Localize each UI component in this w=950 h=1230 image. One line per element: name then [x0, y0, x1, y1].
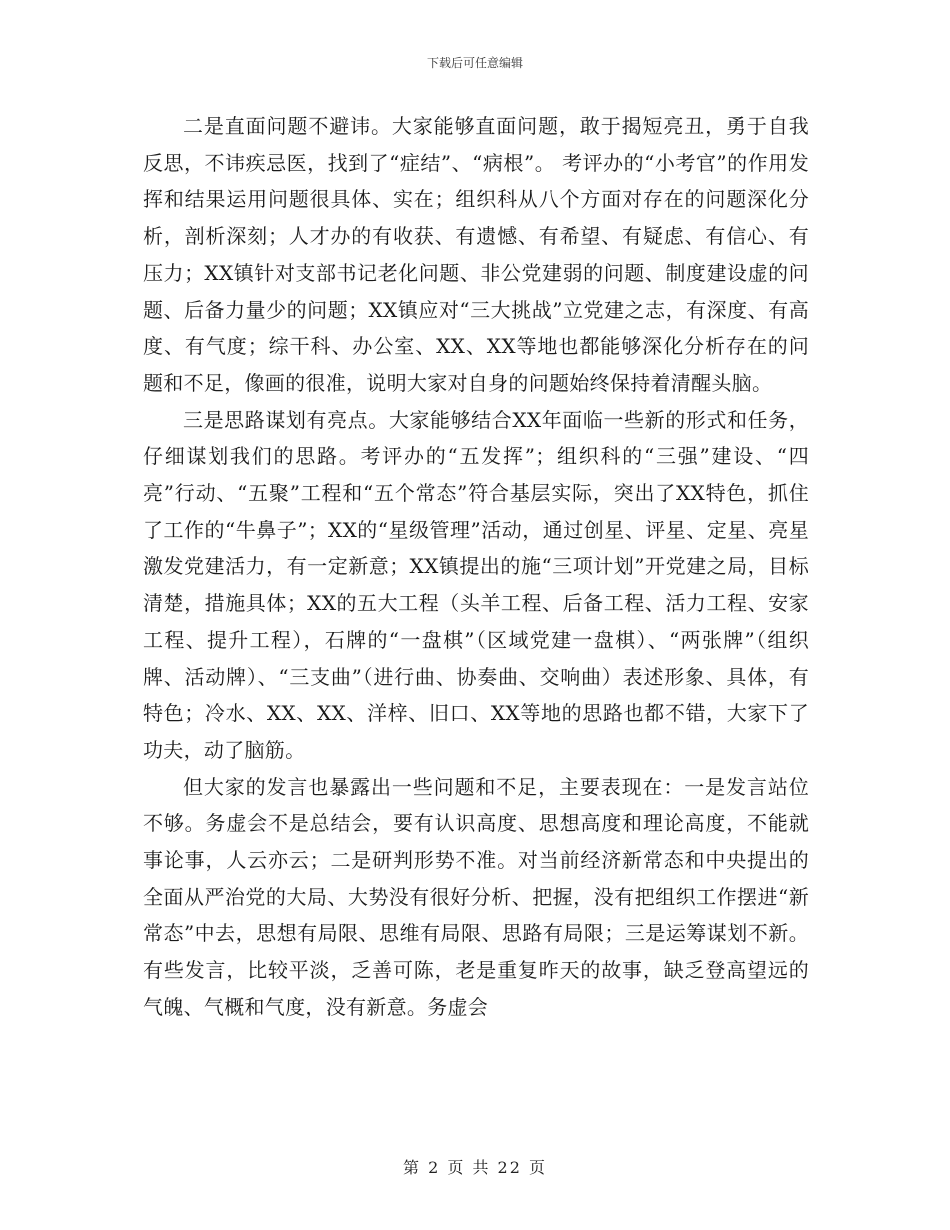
paragraph-problems-faced: 二是直面问题不避讳。大家能够直面问题，敢于揭短亮丑，勇于自我反思，不讳疾忌医，找到了“症结”、“病根”。 考评办的“小考官”的作用发挥和结果运用问题很具体、实在；组织科从八个方面对存在的问题深化分析，剖析深刻；人才办的有收获、有遗憾、有希望、有疑虑、有信心、有压力；XX镇针对支部书记老化问题、非公党建弱的问题、制度建设虚的问题、后备力量少的问题；XX镇应对“三大挑战”立党建之志，有深度、有高度、有气度；综干科、办公室、XX、XX等地也都能够深化分析存在的问题和不足，像画的很准，说明大家对自身的问题始终保持着清醒头脑。: [143, 114, 809, 395]
paragraph-planning-highlights: 三是思路谋划有亮点。大家能够结合XX年面临一些新的形式和任务，仔细谋划我们的思路。考评办的“五发挥”；组织科的“三强”建设、“四亮”行动、“五聚”工程和“五个常态”符合基层实际，突出了XX特色，抓住了工作的“牛鼻子”；XX的“星级管理”活动，通过创星、评星、定星、亮星激发党建活力，有一定新意；XX镇提出的施“三项计划”开党建之局，目标清楚，措施具体；XX的五大工程（头羊工程、后备工程、活力工程、安家工程、提升工程），石牌的“一盘棋”（区域党建一盘棋）、“两张牌”（组织牌、活动牌）、“三支曲”（进行曲、协奏曲、交响曲）表述形象、具体，有特色；冷水、XX、XX、洋梓、旧口、XX等地的思路也都不错，大家下了功夫，动了脑筋。: [143, 407, 809, 762]
page-header-note: 下载后可任意编辑: [426, 56, 523, 70]
document-body: [143, 108, 809, 1026]
page-number-footer: 第 2 页 共 22 页: [403, 1158, 547, 1177]
paragraph-shortcomings: 但大家的发言也暴露出一些问题和不足，主要表现在：一是发言站位不够。务虚会不是总结会，要有认识高度、思想高度和理论高度，不能就事论事，人云亦云；二是研判形势不准。对当前经济新常态和中央提出的全面从严治党的大局、大势没有很好分析、把握，没有把组织工作摆进“新常态”中去，思想有局限、思维有局限、思路有局限；三是运筹谋划不新。有些发言，比较平淡，乏善可陈，老是重复昨天的故事，缺乏登高望远的气魄、气概和气度，没有新意。务虚会: [143, 774, 809, 1019]
